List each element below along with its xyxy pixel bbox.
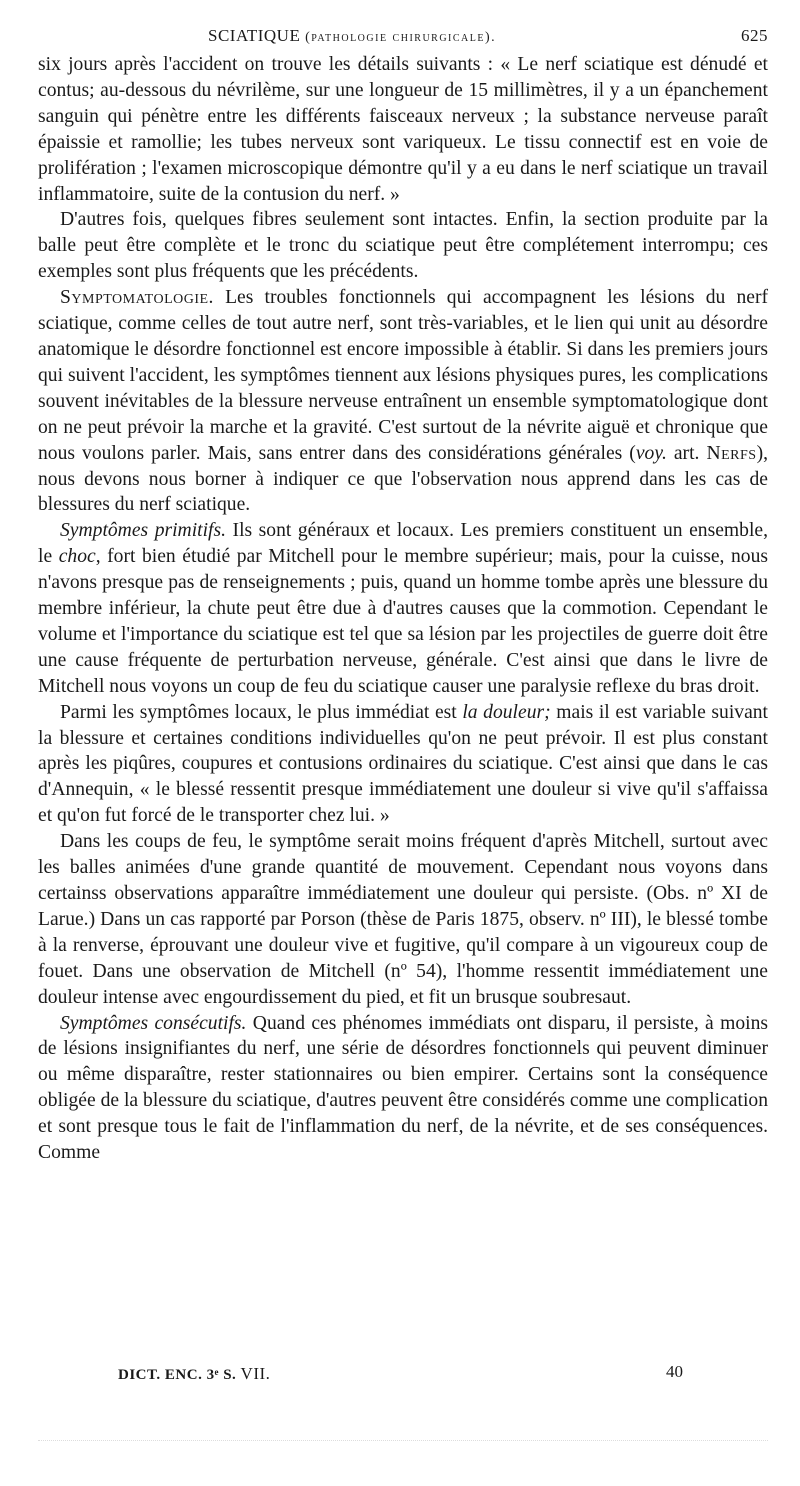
paragraph-text: Ils sont généraux et locaux. Les premiers constituent un ensemble, le — [38, 520, 768, 568]
paragraph-symptomes-locaux — [38, 700, 768, 830]
voy-abbrev: voy. — [635, 442, 667, 464]
section-lead-symptomatologie: Symptomatologie. — [60, 287, 214, 309]
paragraph-text: art. — [666, 442, 707, 464]
paragraph-text: , fort bien étudié par Mitchell pour le membre supérieur; mais, pour la cuisse, nous n'avons presque pas de renseignements ; puis, quand un homme tombe après une blessure du membre inférieur, la chute peut être due à d'autres causes que la commotion. Cependant le volume et l'importance du sciatique est tel que sa lésion par les projectiles de guerre doit être une cause fréquente de perturbation nerveuse, générale. C'est ainsi que dans le livre de Mitchell nous voyons un coup de feu du sciatique causer une paralysie reflexe du bras droit. — [38, 546, 769, 697]
paragraph-coups-de-feu: Dans les coups de feu, le symptôme serait moins fréquent d'après Mitchell, surtout avec les balles animées d'une grande quantité de mouvement. Cependant nous voyons dans certainss observations apparaître immédiatement une douleur qui persiste. (Obs. nº XI de Larue.) Dans un cas rapporté par Porson (thèse de Paris 1875, observ. nº III), le blessé tombe à la renverse, éprouvant une douleur vive et fugitive, qu'il compare à un vigoureux coup de fouet. Dans une observation de Mitchell (nº 54), l'homme ressentit immédiatement une douleur intense avec engourdissement du pied, et fit un brusque soubresaut. — [38, 831, 768, 1008]
print-specks — [38, 1440, 768, 1449]
document-page — [38, 26, 768, 1166]
paragraph-text: mais il est variable suivant la blessure et certaines conditions individuelles qu'on ne peut prévoir. Il est plus constant après les piqûres, coupures et contusions ordinaires du sciatique. C'est ainsi que dans le cas d'Annequin, « le blessé ressentit presque immédiatement une douleur si vive qu'il s'affaissa et qu'on fut forcé de le transporter chez lui. » — [38, 701, 769, 827]
term-douleur: la douleur; — [462, 701, 551, 723]
page-number: 625 — [741, 26, 768, 45]
paragraph-symptomes-primitifs — [38, 518, 768, 699]
paragraph-2: D'autres fois, quelques fibres seulement sont intactes. Enfin, la section produite par la balle peut être complète et le tronc du sciatique peut être complétement interrompu; ces exemples sont plus fréquents que les précédents. — [38, 209, 768, 283]
body-text — [38, 52, 768, 1166]
section-lead-symptomes-primitifs: Symptômes primitifs. — [60, 520, 227, 542]
paragraph-text: Les troubles fonctionnels qui accompagnent les lésions du nerf sciatique, comme celles de tout autre nerf, sont très-variables, et le lien qui unit au désordre anatomique le désordre fonctionnel est encore impossible à établir. Si dans les premiers jours qui suivent l'accident, les symptômes tiennent aux lésions physiques pures, les complications souvent inévitables de la blessure nerveuse entraînent un ensemble symptomatologique dont on ne peut prévoir la marche et la gravité. C'est surtout de la névrite aiguë et chronique que nous voulons parler. Mais, sans entrer dans des considérations générales ( — [38, 287, 768, 464]
paragraph-text: ), nous devons nous borner à indiquer ce que l'observation nous apprend dans les cas de blessures du nerf sciatique. — [38, 442, 768, 516]
running-title-subtitle: (pathologie chirurgicale). — [305, 30, 497, 45]
paragraph-text: Quand ces phénomes immédiats ont disparu, il persiste, à moins de lésions insignifiantes du nerf, une série de désordres fonctionnels qui peuvent diminuer ou même disparaître, rester stationnaires ou bien empirer. Certains sont la conséquence obligée de la blessure du sciatique, d'autres peuvent être considérés comme une complication et sont presque tous le fait de l'inflammation du nerf, de la névrite, et de ses conséquences. Comme — [38, 1012, 768, 1164]
paragraph-text: Parmi les symptômes locaux, le plus immédiat est — [60, 701, 463, 723]
running-title — [208, 26, 496, 46]
running-title-main: SCIATIQUE — [208, 26, 301, 45]
cross-reference-nerfs: Nerfs — [706, 442, 757, 464]
section-lead-symptomes-consecutifs: Symptômes consécutifs. — [60, 1012, 247, 1034]
printer-signature — [118, 1364, 270, 1384]
paragraph-symptomes-consecutifs — [38, 1011, 768, 1166]
paragraph-symptomatologie — [38, 285, 768, 518]
paragraph-1: six jours après l'accident on trouve les détails suivants : « Le nerf sciatique est dénudé et contus; au-dessous du névrilème, sur une longueur de 15 millimètres, il y a un épanchement sanguin qui pénètre entre les différents faisceaux nerveux ; la substance nerveuse paraît épaissie et ramollie; les tubes nerveux sont variqueux. Le tissu connectif est en voie de prolifération ; l'examen microscopique démontre qu'il y a eu dans le nerf sciatique un travail inflammatoire, suite de la contusion du nerf. » — [38, 54, 768, 205]
running-head — [38, 26, 768, 52]
sheet-number: 40 — [666, 1362, 683, 1381]
page-footer — [38, 1362, 768, 1386]
term-choc: choc — [58, 546, 96, 568]
signature-text: DICT. ENC. 3ᵉ S. — [118, 1367, 237, 1383]
volume-number: VII. — [240, 1364, 271, 1383]
